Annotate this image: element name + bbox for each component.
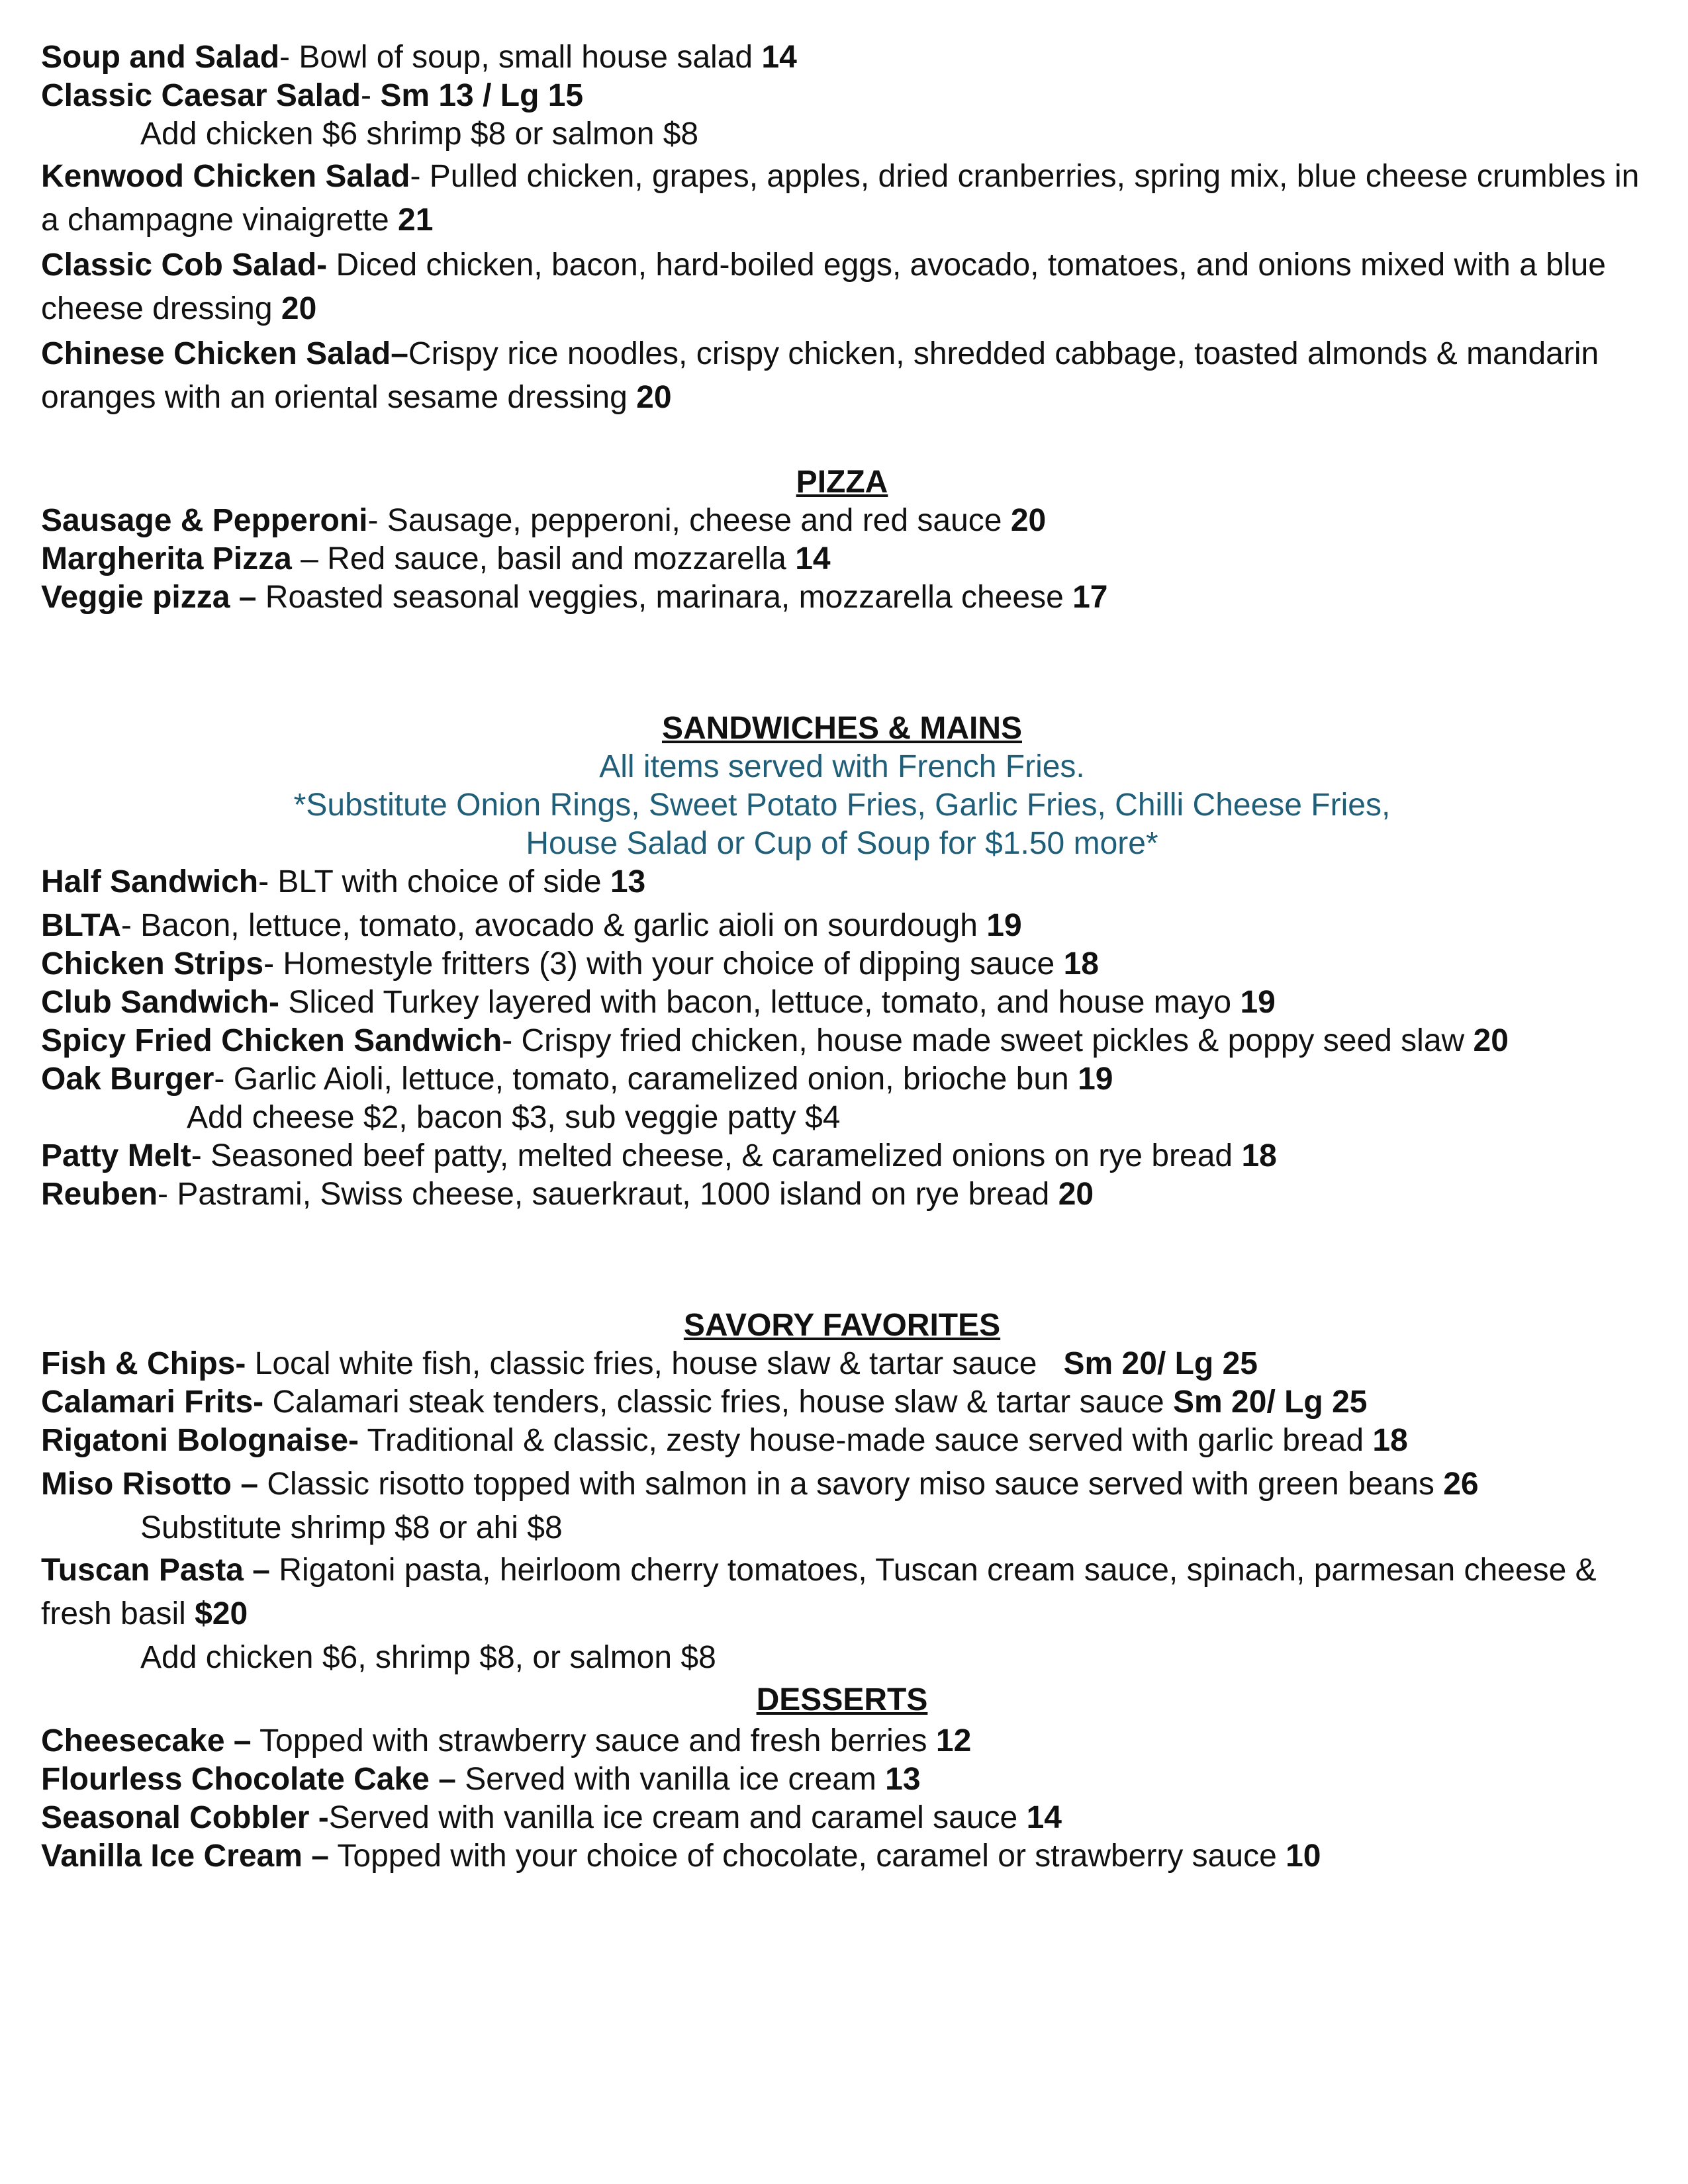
sandwiches-note-line-2: *Substitute Onion Rings, Sweet Potato Fries, Garlic Fries, Chilli Cheese Fries,	[293, 788, 1391, 823]
item-description: Topped with strawberry sauce and fresh berries	[251, 1723, 936, 1758]
risotto-substitute-note: Substitute shrimp $8 or ahi $8	[140, 1510, 563, 1545]
item-description: – Red sauce, basil and mozzarella	[291, 541, 796, 576]
item-description: Crispy rice noodles, crispy chicken, shredded cabbage, toasted almonds & mandarin oranges with an oriental sesame dressing	[41, 336, 1599, 415]
item-name: Cheesecake –	[41, 1723, 252, 1758]
section-heading-pizza: PIZZA	[796, 465, 888, 500]
item-name: Classic Cob Salad-	[41, 248, 328, 283]
item-description: Served with vanilla ice cream	[455, 1762, 886, 1797]
menu-item-cheesecake	[41, 1722, 1643, 1760]
menu-item-spicy-fried-chicken-sandwich	[41, 1022, 1643, 1060]
menu-item-oak-burger	[41, 1060, 1643, 1099]
menu-item-flourless-chocolate-cake	[41, 1760, 1643, 1799]
item-name: Calamari Frits-	[41, 1385, 264, 1420]
item-description: Calamari steak tenders, classic fries, house slaw & tartar sauce	[263, 1385, 1174, 1420]
item-description: Traditional & classic, zesty house-made sauce served with garlic bread	[359, 1423, 1373, 1458]
item-price: 18	[1372, 1423, 1408, 1458]
item-price: 14	[761, 40, 797, 75]
item-description: - Homestyle fritters (3) with your choice of dipping sauce	[263, 946, 1064, 981]
item-price: 14	[795, 541, 831, 576]
item-name: Soup and Salad	[41, 40, 280, 75]
menu-item-veggie-pizza	[41, 578, 1643, 617]
item-name: Flourless Chocolate Cake –	[41, 1762, 456, 1797]
item-price: Sm 20/ Lg 25	[1063, 1346, 1258, 1381]
item-name: BLTA	[41, 908, 121, 943]
item-name: Half Sandwich	[41, 864, 259, 899]
item-name: Seasonal Cobbler -	[41, 1800, 329, 1835]
item-name: Tuscan Pasta –	[41, 1553, 270, 1588]
item-price: 21	[398, 203, 434, 238]
menu-item-caesar-salad	[41, 77, 1643, 115]
item-name: Sausage & Pepperoni	[41, 503, 368, 538]
item-description: - Pastrami, Swiss cheese, sauerkraut, 1000 island on rye bread	[158, 1177, 1058, 1212]
item-name: Margherita Pizza	[41, 541, 292, 576]
item-description: - Seasoned beef patty, melted cheese, & caramelized onions on rye bread	[191, 1138, 1242, 1173]
item-price: Sm 13 / Lg 15	[380, 78, 584, 113]
item-price: 18	[1063, 946, 1099, 981]
menu-item-kenwood-chicken-salad	[41, 155, 1643, 242]
menu-item-soup-and-salad	[41, 38, 1643, 77]
item-price: 20	[281, 291, 317, 326]
item-description: Classic risotto topped with salmon in a savory miso sauce served with green beans	[258, 1467, 1444, 1502]
item-price: 12	[935, 1723, 972, 1758]
item-name: Veggie pizza –	[41, 580, 257, 615]
caesar-addon-note: Add chicken $6 shrimp $8 or salmon $8	[140, 116, 699, 152]
item-name: Chicken Strips	[41, 946, 264, 981]
item-price: 20	[636, 380, 672, 415]
menu-item-sausage-pepperoni	[41, 502, 1643, 540]
item-price: 19	[1240, 985, 1276, 1020]
item-name: Oak Burger	[41, 1062, 214, 1097]
menu-item-seasonal-cobbler	[41, 1799, 1643, 1837]
item-name: Patty Melt	[41, 1138, 191, 1173]
menu-item-club-sandwich	[41, 983, 1643, 1022]
menu-item-reuben	[41, 1175, 1643, 1214]
item-price: 19	[986, 908, 1022, 943]
item-description: - BLT with choice of side	[258, 864, 610, 899]
item-description: Roasted seasonal veggies, marinara, mozzarella cheese	[256, 580, 1073, 615]
menu-page	[41, 38, 1643, 1876]
burger-addon-note: Add cheese $2, bacon $3, sub veggie patty $4	[187, 1100, 841, 1135]
item-description: -	[360, 78, 381, 113]
item-description: Topped with your choice of chocolate, caramel or strawberry sauce	[328, 1839, 1286, 1874]
item-price: 17	[1072, 580, 1108, 615]
item-name: Club Sandwich-	[41, 985, 279, 1020]
item-description: - Sausage, pepperoni, cheese and red sauce	[367, 503, 1011, 538]
menu-item-miso-risotto	[41, 1465, 1643, 1504]
menu-item-chicken-strips	[41, 945, 1643, 983]
item-description: - Bacon, lettuce, tomato, avocado & garlic aioli on sourdough	[120, 908, 987, 943]
item-description: Served with vanilla ice cream and caramel sauce	[328, 1800, 1027, 1835]
item-name: Miso Risotto –	[41, 1467, 259, 1502]
menu-item-cob-salad	[41, 244, 1643, 331]
menu-item-fish-chips	[41, 1345, 1643, 1383]
section-heading-sandwiches-mains: SANDWICHES & MAINS	[661, 711, 1022, 746]
item-price: Sm 20/ Lg 25	[1173, 1385, 1368, 1420]
item-name: Reuben	[41, 1177, 158, 1212]
menu-item-chinese-chicken-salad	[41, 332, 1643, 420]
item-price: 20	[1058, 1177, 1094, 1212]
item-price: 19	[1078, 1062, 1113, 1097]
item-description: Diced chicken, bacon, hard-boiled eggs, avocado, tomatoes, and onions mixed with a blue cheese dressing	[41, 248, 1606, 326]
sandwiches-note-line-3: House Salad or Cup of Soup for $1.50 more*	[526, 826, 1158, 861]
item-name: Fish & Chips-	[41, 1346, 246, 1381]
menu-item-patty-melt	[41, 1137, 1643, 1175]
item-price: 13	[885, 1762, 921, 1797]
menu-item-blta	[41, 907, 1643, 945]
item-name: Classic Caesar Salad	[41, 78, 361, 113]
menu-item-vanilla-ice-cream	[41, 1837, 1643, 1876]
item-price: 13	[610, 864, 646, 899]
item-price: 14	[1026, 1800, 1062, 1835]
tuscan-addon-note: Add chicken $6, shrimp $8, or salmon $8	[140, 1640, 716, 1675]
item-price: 26	[1443, 1467, 1479, 1502]
item-name: Chinese Chicken Salad–	[41, 336, 408, 371]
item-name: Spicy Fried Chicken Sandwich	[41, 1023, 502, 1058]
sandwiches-note-line-1: All items served with French Fries.	[599, 749, 1085, 784]
item-price: $20	[195, 1596, 248, 1631]
item-price: 20	[1010, 503, 1047, 538]
menu-item-rigatoni-bolognaise	[41, 1422, 1643, 1460]
item-price: 10	[1286, 1839, 1321, 1874]
item-name: Rigatoni Bolognaise-	[41, 1423, 359, 1458]
section-heading-savory-favorites: SAVORY FAVORITES	[683, 1308, 1001, 1343]
item-description: Rigatoni pasta, heirloom cherry tomatoes, Tuscan cream sauce, spinach, parmesan cheese & fresh basil	[41, 1553, 1597, 1631]
menu-item-half-sandwich	[41, 863, 1643, 901]
item-description: - Pulled chicken, grapes, apples, dried cranberries, spring mix, blue cheese crumbles in a champagne vinaigrette	[41, 159, 1640, 238]
section-heading-desserts: DESSERTS	[756, 1682, 928, 1717]
item-name: Kenwood Chicken Salad	[41, 159, 410, 194]
item-price: 20	[1473, 1023, 1509, 1058]
menu-item-margherita-pizza	[41, 540, 1643, 578]
menu-item-calamari-frits	[41, 1383, 1643, 1422]
menu-item-tuscan-pasta	[41, 1549, 1643, 1636]
item-description: - Crispy fried chicken, house made sweet pickles & poppy seed slaw	[502, 1023, 1474, 1058]
item-name: Vanilla Ice Cream –	[41, 1839, 329, 1874]
item-price: 18	[1241, 1138, 1277, 1173]
item-description: - Garlic Aioli, lettuce, tomato, caramelized onion, brioche bun	[214, 1062, 1078, 1097]
item-description: - Bowl of soup, small house salad	[279, 40, 762, 75]
item-description: Sliced Turkey layered with bacon, lettuce, tomato, and house mayo	[279, 985, 1241, 1020]
item-description: Local white fish, classic fries, house slaw & tartar sauce	[246, 1346, 1064, 1381]
